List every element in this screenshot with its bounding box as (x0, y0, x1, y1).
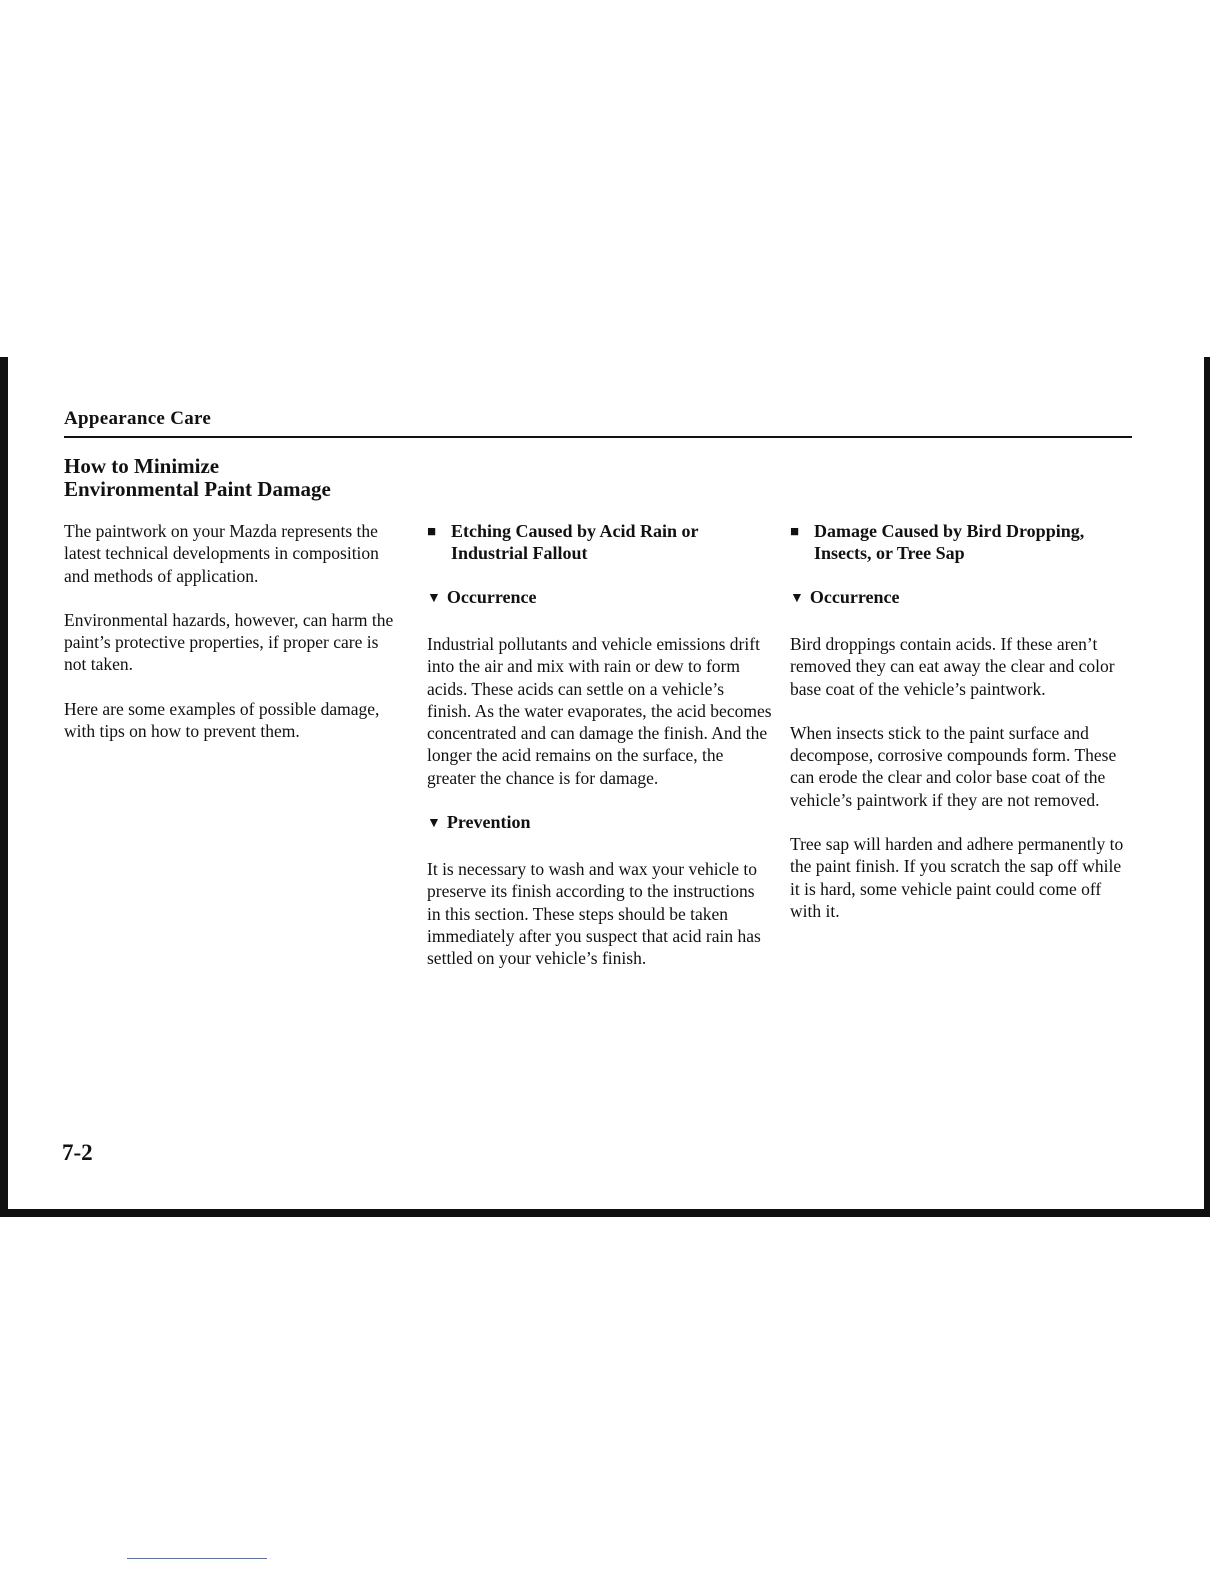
acid-rain-occurrence-text: Industrial pollutants and vehicle emissions drift into the air and mix with rain or dew to form acids. These acids can settle on a vehicle’s finish. As the water evaporates, the acid becomes concentrated and can damage the finish. And the longer the acid remains on the surface, the greater the chance is for damage. (427, 634, 772, 788)
page-title (64, 455, 331, 501)
intro-paragraph-3: Here are some examples of possible damage, with tips on how to prevent them. (64, 698, 380, 742)
bird-dropping-occurrence-heading (790, 586, 1135, 611)
bird-dropping-paragraph-1: Bird droppings contain acids. If these aren’t removed they can eat away the clear and color base coat of the vehicle’s paintwork. (790, 634, 1115, 699)
acid-rain-column (427, 520, 772, 992)
bird-dropping-paragraph-3: Tree sap will harden and adhere permanently to the paint finish. If you scratch the sap off while it is hard, some vehicle paint could come off with it. (790, 834, 1124, 921)
bottom-rule (127, 1558, 267, 1559)
page-title-line-2: Environmental Paint Damage (64, 477, 331, 501)
acid-rain-occurrence-heading (427, 586, 772, 611)
occurrence-label: Occurrence (809, 587, 900, 607)
acid-rain-heading (427, 520, 772, 564)
bird-dropping-heading-line-2: Insects, or Tree Sap (814, 543, 965, 563)
square-bullet-icon: ■ (427, 524, 437, 540)
prevention-label: Prevention (446, 812, 531, 833)
triangle-bullet-icon: ▼ (427, 591, 441, 606)
acid-rain-heading-line-1: Etching Caused by Acid Rain or (451, 521, 699, 541)
acid-rain-prevention-text: It is necessary to wash and wax your vehicle to preserve its finish according to the instructions in this section. These steps should be taken immediately after you suspect that acid rain has settled on your vehicle’s finish. (427, 859, 761, 969)
triangle-bullet-icon: ▼ (790, 591, 804, 606)
page-title-line-1: How to Minimize (64, 454, 220, 478)
acid-rain-prevention-heading (427, 811, 772, 836)
bird-dropping-paragraph-2: When insects stick to the paint surface and decompose, corrosive compounds form. These can erode the clear and color base coat of the vehicle’s paintwork if they are not removed. (790, 722, 1117, 810)
right-border-bar (1204, 357, 1210, 1217)
triangle-bullet-icon: ▼ (427, 816, 441, 832)
occurrence-label: Occurrence (446, 587, 537, 607)
intro-paragraph-1: The paintwork on your Mazda represents the latest technical developments in composition and methods of application. (64, 521, 379, 586)
header-rule (64, 436, 1132, 438)
left-border-bar (0, 357, 8, 1217)
bird-dropping-heading (790, 520, 1135, 564)
bottom-border-bar (0, 1209, 1210, 1217)
section-header: Appearance Care (64, 408, 212, 429)
intro-paragraph-2: Environmental hazards, however, can harm the paint’s protective properties, if proper care is not taken. (64, 609, 394, 675)
bird-dropping-heading-line-1: Damage Caused by Bird Dropping, (814, 521, 1085, 541)
page-number: 7-2 (62, 1140, 93, 1165)
acid-rain-heading-line-2: Industrial Fallout (451, 543, 588, 563)
square-bullet-icon: ■ (790, 524, 800, 540)
intro-column (64, 520, 404, 764)
bird-dropping-column (790, 520, 1135, 944)
